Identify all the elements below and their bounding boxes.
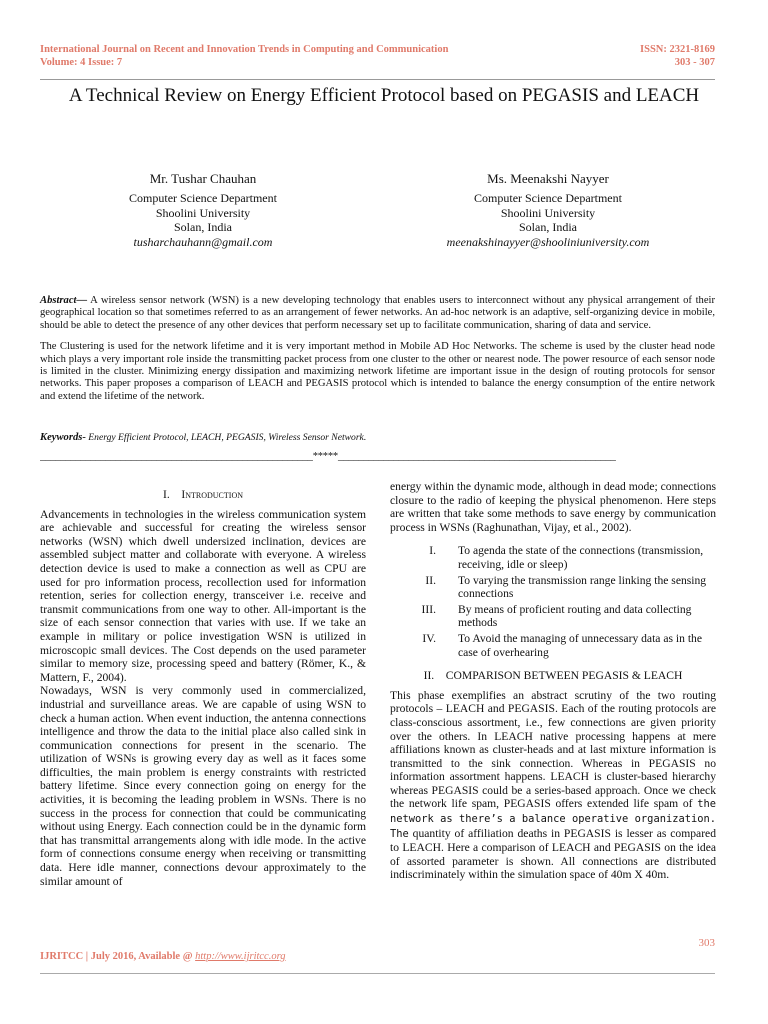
author-univ: Shoolini University: [500, 205, 596, 220]
list-item: I. To agenda the state of the connections (transmission, receiving, idle or sleep): [429, 544, 704, 571]
left-column: [40, 480, 366, 888]
abstract-paragraph-1: Abstract— A wireless sensor network (WSN) is a new developing technology that enables users to interconnect without any physical arrangement of their geographical location so that sometimes referred to as an arrangement of fewer networks. An ad-hoc network is an adaptive, self-organizing device in mobile, should be able to detect the presence of any other devices that perform necessary set up to facilitate communication, sharing of data and service.: [40, 295, 715, 331]
list-item: II. To varying the transmission range linking the sensing connections: [425, 573, 707, 601]
journal-link[interactable]: http://www.ijritcc.org: [195, 951, 286, 962]
journal-issn-block: [640, 43, 715, 69]
section-heading: II. COMPARISON BETWEEN PEGASIS & LEACH: [423, 669, 683, 683]
header-divider: [40, 79, 715, 80]
journal-name: International Journal on Recent and Innovation Trends in Computing and Communication: [40, 44, 449, 55]
author-email[interactable]: meenakshinayyer@shooliniuniversity.com: [446, 234, 650, 249]
author-place: Solan, India: [174, 220, 232, 235]
author-name: Mr. Tushar Chauhan: [149, 171, 257, 186]
author-1: [53, 172, 353, 249]
section-heading: I. Introduction: [163, 488, 243, 501]
author-place: Solan, India: [519, 220, 577, 235]
author-name: Ms. Meenakshi Nayyer: [487, 171, 609, 186]
page-number: 303: [698, 937, 715, 949]
intro-paragraph-1: Advancements in technologies in the wireless communication system are achievable and successful for creating the wireless sensor networks (WSN) which dwell undersized inclination, devices are assembled subject matter and collaborate with everyone. A wireless detection device is used to make a connection as well as CPU are used for pro information process, recollection used for information retention, series for collection energy, transceiver i.e. receive and transmit communications from one way to other. All-important is the size of each sensor connection that varies with use. If we take an example in military or police investigation WSN is utilized in microscopic small devices. The Cost depends on the used parameter similar to memory size, processing speed and battery (Römer, K., & Mattern, F., 2004).: [40, 507, 366, 684]
keywords-label: Keywords-: [40, 432, 86, 443]
right-column: [390, 480, 716, 882]
journal-issn: ISSN: 2321-8169: [640, 44, 715, 55]
journal-pages: 303 - 307: [674, 57, 715, 68]
abstract: [40, 295, 715, 412]
journal-header: [40, 43, 448, 69]
intro-paragraph-2: Nowadays, WSN is very commonly used in commercialized, industrial and surveillance areas. We are capable of using WSN to check a human action. When event induction, the antenna connections intelligence and throw the data to the initial place also called sink in communication connections for present in the scenario. The utilization of WSNs is growing every day as well as it faces some difficulties, the main problem is energy constraints with restricted battery lifetime. Since every connection going on energy for the activities, it is becoming the leading problem in WSNs. There is no success in the process for connection that could be communicating without using Energy. Each connection could be in the dynamic form that has transmittal arrangements along with idle mode. In the active form of connections consume energy when receiving or transmitting data. Here idle manner, connections devour approximately to the similar amount of: [40, 684, 366, 888]
author-dept: Computer Science Department: [474, 191, 622, 206]
energy-methods-list: [390, 544, 716, 659]
comparison-paragraph: This phase exemplifies an abstract scrutiny of the two routing protocols – LEACH and PEGASIS. Each of the routing protocols are class-conscious assortment, i.e., few connections are given priority over the others. In LEACH native processing happens at mere affiliations known as cluster-heads and at last mixture information is transmitted to the sink connection. Whereas in PEGASIS no information assortment happens. LEACH is cluster-based hierarchy whereas PEGASIS could be a series-based approach. Once we check the network life spam, PEGASIS offers extended life spam of the network as there’s a balance operative organization. The quantity of affiliation deaths in PEGASIS is lesser as compared to LEACH. Here a comparison of LEACH and PEGASIS on the idea of assorted parameter is shown. All connections are distributed indiscriminately within the simulation space of 40m X 40m.: [390, 688, 716, 882]
abstract-label: Abstract—: [40, 295, 88, 306]
keywords: [40, 432, 715, 443]
footer: IJRITCC | July 2016, Available @ http://www.ijritcc.org: [40, 951, 286, 962]
author-dept: Computer Science Department: [129, 191, 277, 206]
list-item: III. By means of proficient routing and data collecting methods: [421, 602, 692, 630]
abstract-paragraph-2: The Clustering is used for the network lifetime and it is very important method in Mobile AD Hoc Networks. The scheme is used by the cluster head node which plays a very important role inside the transmitting packet process from one cluster to the other or nearest node. The power resource of each sensor node is limited in the cluster. Minimizing energy dissipation and maximizing network lifetime are important issue in the design of routing protocols for sensor networks. This paper proposes a comparison of LEACH and PEGASIS protocol which is intended to balance the energy consumption of the entire network and extend the lifetime of the network.: [40, 341, 715, 402]
intro-paragraph-3: energy within the dynamic mode, although in dead mode; connections closure to the radio of keeping the physical phenomenon. Here steps are written that take some methods to save energy by communication process in WSNs (Raghunathan, Vijay, et al., 2002).: [390, 480, 716, 534]
author-email[interactable]: tusharchauhann@gmail.com: [133, 234, 273, 249]
footer-divider: [40, 973, 715, 974]
section-separator: ______________________________________________________*****_______________________________________________________: [40, 451, 616, 462]
journal-volume: Volume: 4 Issue: 7: [40, 57, 123, 68]
author-2: [398, 172, 698, 249]
author-univ: Shoolini University: [155, 205, 251, 220]
list-item: IV. To Avoid the managing of unnecessary data as in the case of overhearing: [422, 631, 702, 659]
keywords-value: Energy Efficient Protocol, LEACH, PEGASIS, Wireless Sensor Network.: [85, 432, 367, 443]
paper-title: A Technical Review on Energy Efficient Protocol based on PEGASIS and LEACH: [68, 85, 700, 106]
